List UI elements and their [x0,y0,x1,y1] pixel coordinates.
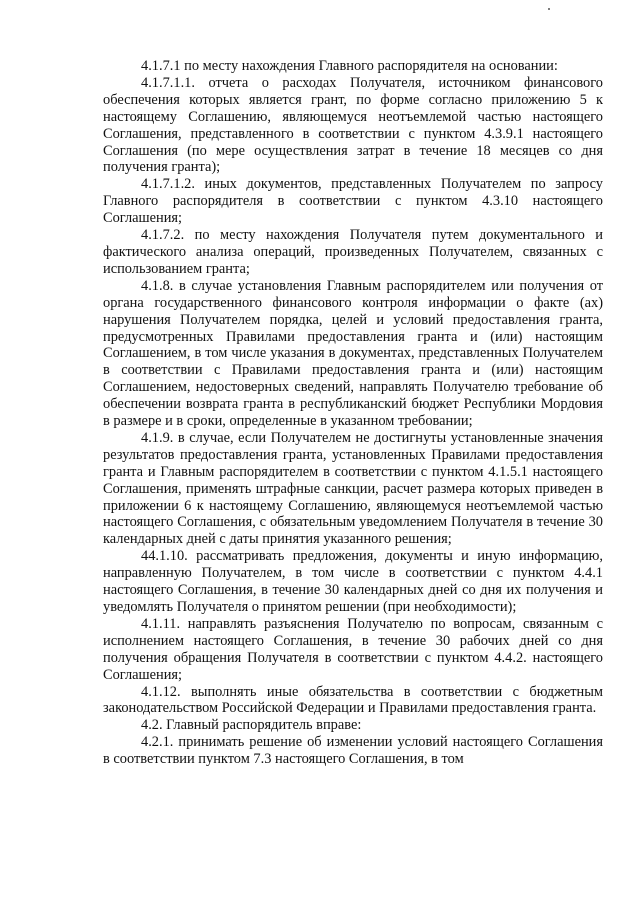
scan-speck [548,8,550,10]
paragraph-4-2-1: 4.2.1. принимать решение об изменении условий настоящего Соглашения в соответствии пунктом 7.3 настоящего Соглашения, в том [103,734,603,768]
paragraph-4-1-7-1: 4.1.7.1 по месту нахождения Главного распорядителя на основании: [141,58,558,74]
paragraph-4-1-7-1-2: 4.1.7.1.2. иных документов, представленных Получателем по запросу Главного распорядителя в соответствии с пунктом 4.3.10 настоящего Соглашения; [103,176,603,227]
paragraph-4-1-11: 4.1.11. направлять разъяснения Получателю по вопросам, связанным с исполнением настоящего Соглашения, в течение 30 рабочих дней со дня получения обращения Получателя в соответствии с пунктом 4.4.2. настоящего Соглашения; [103,615,603,683]
paragraph-4-1-10: 44.1.10. рассматривать предложения, документы и иную информацию, направленную Получателем, в том числе в соответствии с пунктом 4.4.1 настоящего Соглашения, в течение 30 календарных дней со дня их получения и уведомлять Получателя о принятом решении (при необходимости); [103,548,603,615]
paragraph-4-1-7-1-1: 4.1.7.1.1. отчета о расходах Получателя, источником финансового обеспечения которых является грант, по форме согласно приложению 5 к настоящему Соглашению, являющемуся неотъемлемой частью настоящего Соглашения, представленного в соответствии с пунктом 4.3.9.1 настоящего Соглашения (по мере осуществления затрат в течение 18 месяцев со дня получения гранта); [103,74,603,176]
paragraph-4-1-9: 4.1.9. в случае, если Получателем не достигнуты установленные значения результатов предоставления гранта, установленных Правилами предоставления гранта и Главным распорядителем в соответствии с пунктом 4.1.5.1 настоящего Соглашения, применять штрафные санкции, расчет размера которых приведен в приложении 6 к настоящему Соглашению, являющемуся неотъемлемой частью настоящего Соглашения, с обязательным уведомлением Получателя в течение 30 календарных дней с даты принятия указанного решения; [103,429,603,548]
paragraph-4-1-12: 4.1.12. выполнять иные обязательства в соответствии с бюджетным законодательством Российской Федерации и Правилами предоставления гранта. [103,683,603,717]
paragraph-4-1-8: 4.1.8. в случае установления Главным распорядителем или получения от органа государственного финансового контроля информации о факте (ах) нарушения Получателем порядка, целей и условий предоставления гранта, предусмотренных Правилами предоставления гранта и (или) настоящим Соглашением, в том числе указания в документах, представленных Получателем в соответствии с Правилами предоставления гранта и (или) настоящим Соглашением, недостоверных сведений, направлять Получателю требование об обеспечении возврата гранта в республиканский бюджет Республики Мордовия в размере и в сроки, определенные в указанном требовании; [103,277,603,430]
paragraph-4-2: 4.2. Главный распорядитель вправе: [141,717,362,734]
document-body [103,58,603,768]
paragraph-4-1-7-2: 4.1.7.2. по месту нахождения Получателя путем документального и фактического анализа операций, произведенных Получателем, связанных с использованием гранта; [103,227,603,277]
